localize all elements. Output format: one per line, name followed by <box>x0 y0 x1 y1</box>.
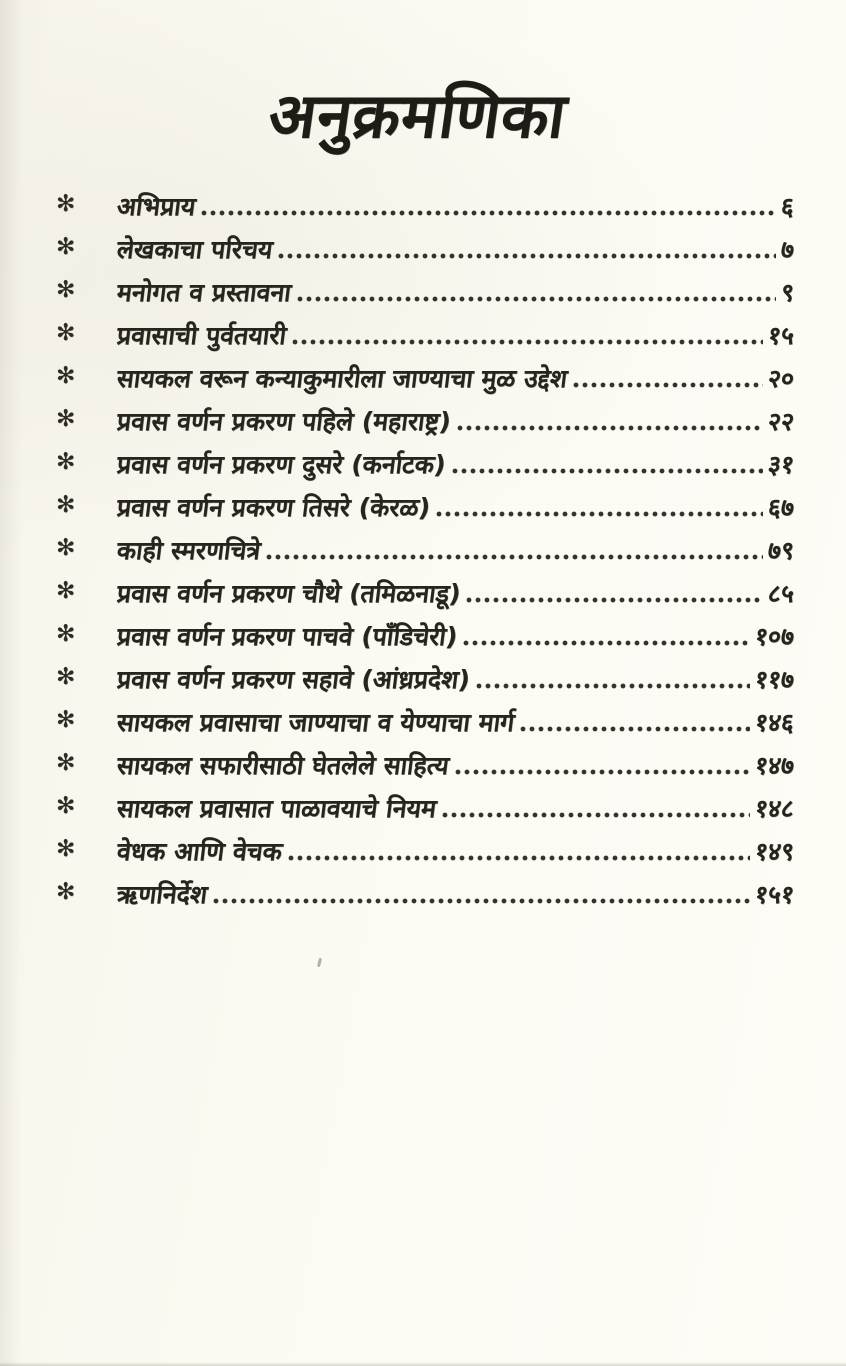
toc-entry <box>0 267 846 310</box>
toc-entry-title: प्रवास वर्णन प्रकरण पहिले (महाराष्ट्र) <box>115 407 453 437</box>
toc-entry <box>0 439 846 482</box>
toc-entry-page-number: ११७ <box>753 665 796 695</box>
toc-entry <box>0 740 846 783</box>
toc-entry-page-number: ९ <box>779 278 796 308</box>
toc-entry-title: सायकल प्रवासाचा जाण्याचा व येण्याचा मार्ग <box>115 708 517 738</box>
toc-entry-title: प्रवास वर्णन प्रकरण चौथे (तमिळनाडू) <box>115 579 463 609</box>
asterisk-bullet-icon: ✻ <box>56 792 76 819</box>
dot-leader <box>462 637 750 648</box>
dot-leader <box>291 336 763 347</box>
toc-entry <box>0 654 846 697</box>
dot-leader <box>212 895 750 906</box>
asterisk-bullet-icon: ✻ <box>56 749 76 776</box>
toc-entry-page-number: २२ <box>766 407 796 437</box>
toc-entry <box>0 697 846 740</box>
toc-entry-page-number: ३१ <box>766 450 796 480</box>
toc-entry-page-number: ७९ <box>766 536 796 566</box>
toc-entry-page-number: ८५ <box>766 579 796 609</box>
dot-leader <box>475 680 750 691</box>
asterisk-bullet-icon: ✻ <box>56 233 76 260</box>
asterisk-bullet-icon: ✻ <box>56 663 76 690</box>
asterisk-bullet-icon: ✻ <box>56 362 76 389</box>
toc-entry <box>0 310 846 353</box>
toc-entry-title: सायकल सफारीसाठी घेतलेले साहित्य <box>115 751 451 781</box>
toc-entry <box>0 869 846 912</box>
dot-leader <box>454 766 750 777</box>
toc-entry <box>0 396 846 439</box>
asterisk-bullet-icon: ✻ <box>56 448 76 475</box>
toc-entry-page-number: १०७ <box>753 622 796 652</box>
toc-entry <box>0 826 846 869</box>
toc-entry <box>0 783 846 826</box>
asterisk-bullet-icon: ✻ <box>56 577 76 604</box>
dot-leader <box>277 250 776 261</box>
dot-leader <box>519 723 750 734</box>
toc-entry <box>0 525 846 568</box>
asterisk-bullet-icon: ✻ <box>56 835 76 862</box>
toc-entry-page-number: १४७ <box>753 751 796 781</box>
asterisk-bullet-icon: ✻ <box>56 276 76 303</box>
dot-leader <box>296 293 776 304</box>
dot-leader <box>456 422 763 433</box>
dot-leader <box>441 809 750 820</box>
toc-entry-title: प्रवास वर्णन प्रकरण दुसरे (कर्नाटक) <box>115 450 448 480</box>
stray-ink-mark <box>317 958 322 967</box>
toc-entry <box>0 568 846 611</box>
toc-entry-page-number: १४८ <box>753 794 796 824</box>
toc-entry-page-number: १५१ <box>753 880 796 910</box>
asterisk-bullet-icon: ✻ <box>56 706 76 733</box>
toc-entry-title: काही स्मरणचित्रे <box>115 536 263 566</box>
toc-entry-page-number: १४६ <box>753 708 796 738</box>
toc-entry-title: प्रवासाची पुर्वतयारी <box>115 321 288 351</box>
dot-leader <box>200 207 776 218</box>
toc-entry-title: प्रवास वर्णन प्रकरण पाचवे (पाँडिचेरी) <box>115 622 460 652</box>
toc-entry-title: सायकल वरून कन्याकुमारीला जाण्याचा मुळ उद्देश <box>115 364 569 394</box>
asterisk-bullet-icon: ✻ <box>56 190 76 217</box>
asterisk-bullet-icon: ✻ <box>56 319 76 346</box>
toc-entry-page-number: ७ <box>779 235 796 265</box>
toc-entry-title: मनोगत व प्रस्तावना <box>115 278 293 308</box>
asterisk-bullet-icon: ✻ <box>56 534 76 561</box>
toc-entry-title: लेखकाचा परिचय <box>115 235 275 265</box>
asterisk-bullet-icon: ✻ <box>56 620 76 647</box>
toc-entry-title: प्रवास वर्णन प्रकरण तिसरे (केरळ) <box>115 493 432 523</box>
page-title: अनुक्रमणिका <box>264 79 572 152</box>
toc-entry <box>0 224 846 267</box>
toc-entry-page-number: १४९ <box>753 837 796 867</box>
toc-entry <box>0 482 846 525</box>
toc-entry-page-number: २० <box>766 364 796 394</box>
toc-entry-title: वेधक आणि वेचक <box>115 837 284 867</box>
toc-entry <box>0 611 846 654</box>
asterisk-bullet-icon: ✻ <box>56 878 76 905</box>
dot-leader <box>265 551 763 562</box>
toc-entry-page-number: १५ <box>766 321 796 351</box>
asterisk-bullet-icon: ✻ <box>56 491 76 518</box>
toc-entry-page-number: ६७ <box>766 493 796 523</box>
toc-entry-page-number: ६ <box>779 192 796 222</box>
toc-entry-title: अभिप्राय <box>115 192 198 222</box>
toc-entry <box>0 353 846 396</box>
toc-entry-title: ऋणनिर्देश <box>115 880 209 910</box>
dot-leader <box>465 594 763 605</box>
toc-entry-title: सायकल प्रवासात पाळावयाचे नियम <box>115 794 438 824</box>
table-of-contents <box>0 181 846 912</box>
dot-leader <box>572 379 763 390</box>
asterisk-bullet-icon: ✻ <box>56 405 76 432</box>
dot-leader <box>451 465 763 476</box>
dot-leader <box>287 852 750 863</box>
dot-leader <box>435 508 763 519</box>
toc-entry <box>0 181 846 224</box>
toc-entry-title: प्रवास वर्णन प्रकरण सहावे (आंध्रप्रदेश) <box>115 665 472 695</box>
